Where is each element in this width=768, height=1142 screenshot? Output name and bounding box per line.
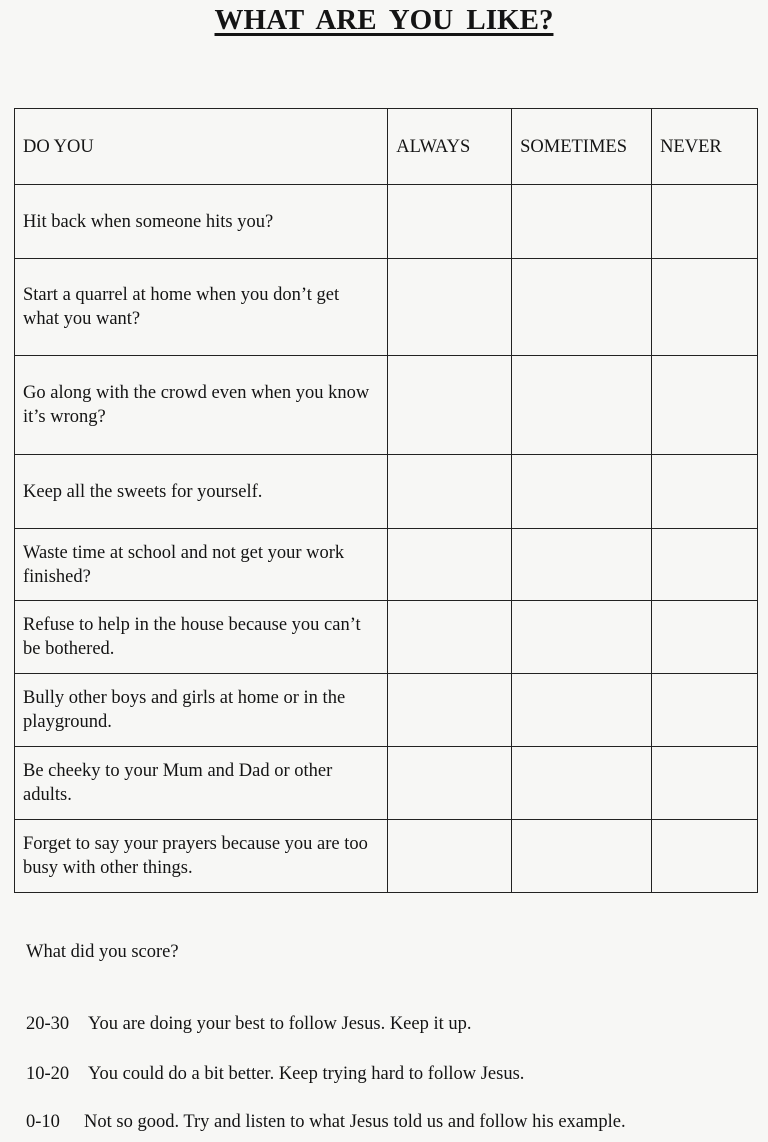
answer-cell-always[interactable] [388, 674, 512, 747]
answer-cell-sometimes[interactable] [512, 185, 652, 259]
answer-cell-always[interactable] [388, 601, 512, 674]
table-row [15, 185, 758, 259]
answer-cell-sometimes[interactable] [512, 529, 652, 601]
header-sometimes: SOMETIMES [512, 109, 652, 185]
table-row [15, 674, 758, 747]
question-cell: Go along with the crowd even when you know it’s wrong? [15, 356, 388, 455]
answer-cell-sometimes[interactable] [512, 601, 652, 674]
question-cell: Keep all the sweets for yourself. [15, 455, 388, 529]
header-row [15, 109, 758, 185]
table-row [15, 356, 758, 455]
answer-cell-always[interactable] [388, 259, 512, 356]
answer-cell-sometimes[interactable] [512, 259, 652, 356]
page-title-text: WHAT ARE YOU LIKE? [214, 4, 554, 36]
page-title [0, 4, 768, 37]
table-row [15, 820, 758, 893]
answer-cell-never[interactable] [652, 259, 758, 356]
question-cell: Waste time at school and not get your work finished? [15, 529, 388, 601]
header-never: NEVER [652, 109, 758, 185]
score-text: You could do a bit better. Keep trying hard to follow Jesus. [88, 1064, 525, 1084]
table-row [15, 747, 758, 820]
answer-cell-never[interactable] [652, 455, 758, 529]
score-text: You are doing your best to follow Jesus. Keep it up. [88, 1014, 472, 1034]
score-range: 10-20 [26, 1064, 70, 1084]
table-row [15, 529, 758, 601]
answer-cell-never[interactable] [652, 747, 758, 820]
question-cell: Refuse to help in the house because you can’t be bothered. [15, 601, 388, 674]
score-text: Not so good. Try and listen to what Jesus told us and follow his example. [84, 1112, 626, 1132]
header-always: ALWAYS [388, 109, 512, 185]
answer-cell-sometimes[interactable] [512, 747, 652, 820]
answer-cell-sometimes[interactable] [512, 455, 652, 529]
answer-cell-always[interactable] [388, 185, 512, 259]
answer-cell-sometimes[interactable] [512, 674, 652, 747]
header-do-you: DO YOU [15, 109, 388, 185]
answer-cell-never[interactable] [652, 185, 758, 259]
answer-cell-never[interactable] [652, 356, 758, 455]
score-band [26, 1112, 626, 1133]
answer-cell-sometimes[interactable] [512, 356, 652, 455]
answer-cell-always[interactable] [388, 529, 512, 601]
score-heading: What did you score? [26, 942, 179, 962]
answer-cell-never[interactable] [652, 820, 758, 893]
answer-cell-always[interactable] [388, 747, 512, 820]
answer-cell-always[interactable] [388, 455, 512, 529]
score-range: 0-10 [26, 1112, 60, 1132]
quiz-table [14, 108, 758, 893]
table-row [15, 601, 758, 674]
question-cell: Start a quarrel at home when you don’t get what you want? [15, 259, 388, 356]
question-cell: Be cheeky to your Mum and Dad or other adults. [15, 747, 388, 820]
question-cell: Bully other boys and girls at home or in the playground. [15, 674, 388, 747]
answer-cell-never[interactable] [652, 674, 758, 747]
table-row [15, 455, 758, 529]
question-cell: Hit back when someone hits you? [15, 185, 388, 259]
question-cell: Forget to say your prayers because you are too busy with other things. [15, 820, 388, 893]
score-band [26, 1064, 524, 1085]
answer-cell-always[interactable] [388, 820, 512, 893]
score-band [26, 1014, 472, 1035]
score-range: 20-30 [26, 1014, 70, 1034]
table-row [15, 259, 758, 356]
answer-cell-never[interactable] [652, 529, 758, 601]
answer-cell-always[interactable] [388, 356, 512, 455]
answer-cell-never[interactable] [652, 601, 758, 674]
answer-cell-sometimes[interactable] [512, 820, 652, 893]
